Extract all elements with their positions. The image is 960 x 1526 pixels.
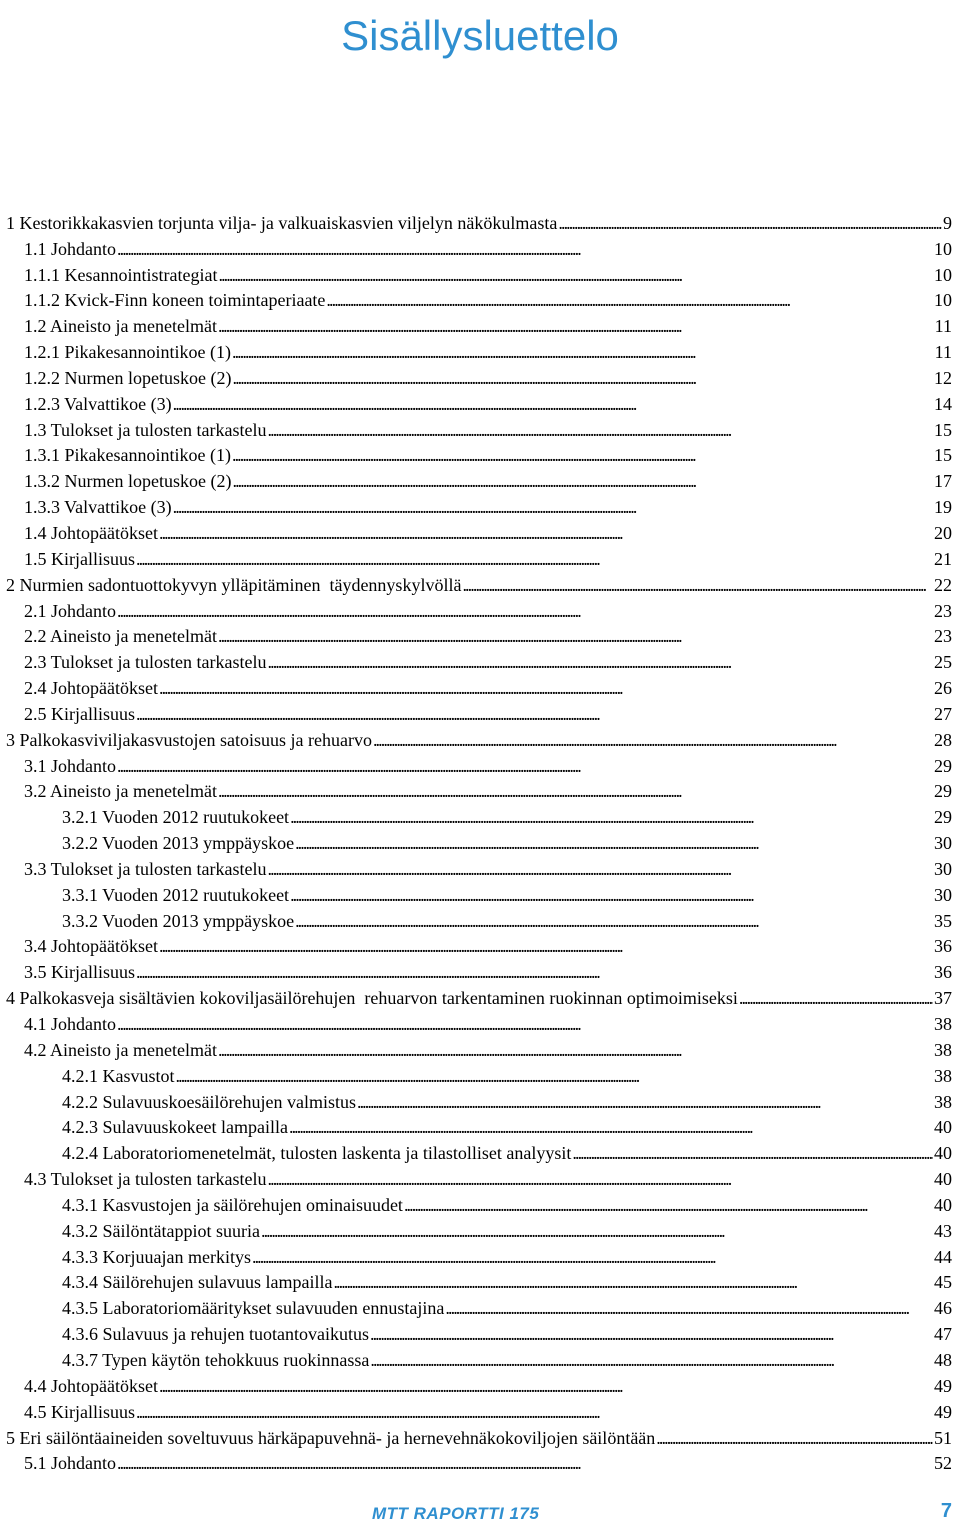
toc-entry-page: 40 xyxy=(934,1117,952,1138)
toc-leader-dots xyxy=(218,625,933,647)
toc-leader-dots xyxy=(218,780,933,802)
toc-leader-dots xyxy=(136,1401,933,1423)
toc-leader-dots xyxy=(370,1349,933,1371)
toc-entry-page: 37 xyxy=(934,988,952,1009)
toc-entry-page: 52 xyxy=(934,1453,952,1474)
toc-leader-dots xyxy=(176,1065,934,1087)
toc-entry-page: 15 xyxy=(934,419,952,440)
toc-entry-label: 1.3.3 Valvattikoe (3) xyxy=(24,497,172,518)
toc-leader-dots xyxy=(558,212,942,234)
toc-entry-page: 20 xyxy=(934,522,952,543)
toc-entry-label: 3.4 Johtopäätökset xyxy=(24,936,158,957)
toc-entry-page: 36 xyxy=(934,962,952,983)
toc-entry-label: 4.3.1 Kasvustojen ja säilörehujen ominaisuudet xyxy=(62,1194,403,1215)
toc-entry-label: 1.2.2 Nurmen lopetuskoe (2) xyxy=(24,367,232,388)
toc-leader-dots xyxy=(252,1246,933,1268)
toc-leader-dots xyxy=(572,1142,933,1164)
toc-entry-page: 26 xyxy=(934,678,952,699)
toc-leader-dots xyxy=(357,1091,933,1113)
toc-entry-label: 1.1.2 Kvick-Finn koneen toimintaperiaate xyxy=(24,290,326,311)
toc-entry-label: 4.3.4 Säilörehujen sulavuus lampailla xyxy=(62,1272,333,1293)
toc-entry-label: 3.3 Tulokset ja tulosten tarkastelu xyxy=(24,858,267,879)
toc-leader-dots xyxy=(462,574,933,596)
toc-entry-label: 3.3.1 Vuoden 2012 ruutukokeet xyxy=(62,884,290,905)
toc-leader-dots xyxy=(232,341,934,363)
toc-entry-label: 1.2.3 Valvattikoe (3) xyxy=(24,393,172,414)
toc-entry-page: 9 xyxy=(943,212,952,233)
toc-entry[interactable] xyxy=(0,983,960,1009)
toc-entry-label: 4.1 Johdanto xyxy=(24,1014,116,1034)
toc-entry-page: 15 xyxy=(934,445,952,466)
toc-leader-dots xyxy=(136,548,933,570)
toc-leader-dots xyxy=(159,935,933,957)
toc-entry[interactable] xyxy=(0,880,960,906)
toc-entry[interactable] xyxy=(0,1035,960,1061)
toc-leader-dots xyxy=(232,444,933,466)
toc-leader-dots xyxy=(373,729,933,751)
toc-entry-label: 4.4 Johtopäätökset xyxy=(24,1375,158,1396)
toc-leader-dots xyxy=(117,755,933,777)
toc-entry-page: 19 xyxy=(934,497,952,518)
toc-entry-page: 21 xyxy=(934,548,952,569)
toc-entry-label: 2.5 Kirjallisuus xyxy=(24,703,135,724)
toc-entry-label: 4.2.4 Laboratoriomenetelmät, tulosten laskenta ja tilastolliset analyysit xyxy=(62,1143,572,1164)
toc-entry[interactable] xyxy=(0,854,960,880)
toc-entry[interactable] xyxy=(0,1423,960,1449)
toc-leader-dots xyxy=(295,910,933,932)
toc-entry[interactable] xyxy=(0,286,960,312)
toc-entry-label: 3 Palkokasviviljakasvustojen satoisuus ja rehuarvo xyxy=(6,729,372,750)
toc-entry[interactable] xyxy=(0,363,960,389)
toc-entry[interactable] xyxy=(0,1449,960,1475)
toc-entry-label: 4.2.2 Sulavuuskoesäilörehujen valmistus xyxy=(62,1091,356,1112)
toc-entry-page: 38 xyxy=(934,1091,952,1112)
toc-leader-dots xyxy=(218,264,933,286)
toc-entry-label: 2.1 Johdanto xyxy=(24,600,116,621)
toc-entry-label: 1.2.1 Pikakesannointikoe (1) xyxy=(24,342,231,363)
toc-leader-dots xyxy=(404,1194,933,1216)
toc-entry-label: 1.1 Johdanto xyxy=(24,238,116,259)
toc-entry-page: 49 xyxy=(934,1401,952,1422)
toc-entry-page: 22 xyxy=(934,574,952,595)
toc-entry[interactable] xyxy=(0,1319,960,1345)
toc-leader-dots xyxy=(268,419,934,441)
toc-leader-dots xyxy=(136,961,933,983)
toc-entry[interactable] xyxy=(0,622,960,648)
toc-leader-dots xyxy=(159,522,933,544)
toc-entry-label: 4.2.3 Sulavuuskokeet lampailla xyxy=(62,1117,288,1138)
toc-leader-dots xyxy=(117,238,933,260)
toc-leader-dots xyxy=(232,470,933,492)
toc-entry-page: 40 xyxy=(934,1143,952,1164)
toc-leader-dots xyxy=(232,367,933,389)
toc-entry-label: 3.5 Kirjallisuus xyxy=(24,962,135,983)
toc-entry[interactable] xyxy=(0,1138,960,1164)
toc-entry-label: 1.2 Aineisto ja menetelmät xyxy=(24,316,217,337)
toc-entry-label: 4.3.3 Korjuuajan merkitys xyxy=(62,1246,251,1267)
toc-leader-dots xyxy=(218,315,934,337)
toc-entry-label: 1.5 Kirjallisuus xyxy=(24,548,135,569)
toc-leader-dots xyxy=(739,987,933,1009)
toc-entry[interactable] xyxy=(0,492,960,518)
toc-entry-page: 49 xyxy=(934,1375,952,1396)
toc-entry[interactable] xyxy=(0,1345,960,1371)
toc-leader-dots xyxy=(295,832,933,854)
toc-entry-label: 5.1 Johdanto xyxy=(24,1453,116,1474)
footer-brand: MTT RAPORTTI 175 xyxy=(372,1504,540,1523)
toc-leader-dots xyxy=(268,858,934,880)
toc-entry-page: 29 xyxy=(934,781,952,802)
toc-leader-dots xyxy=(117,1013,933,1035)
toc-entry[interactable] xyxy=(0,466,960,492)
toc-leader-dots xyxy=(173,496,933,518)
toc-entry-page: 46 xyxy=(934,1298,952,1319)
toc-entry-page: 47 xyxy=(934,1324,952,1345)
page-title: Sisällysluettelo xyxy=(341,12,619,59)
toc-entry-label: 1.3.1 Pikakesannointikoe (1) xyxy=(24,445,231,466)
toc-leader-dots xyxy=(117,1452,933,1474)
toc-entry-page: 10 xyxy=(934,264,952,285)
toc-entry-page: 29 xyxy=(934,807,952,828)
toc-entry[interactable] xyxy=(0,1113,960,1139)
toc-entry[interactable] xyxy=(0,751,960,777)
toc-entry[interactable] xyxy=(0,518,960,544)
toc-leader-dots xyxy=(268,1168,934,1190)
toc-leader-dots xyxy=(173,393,933,415)
toc-entry-label: 1.3.2 Nurmen lopetuskoe (2) xyxy=(24,471,232,492)
toc-leader-dots xyxy=(261,1220,933,1242)
toc-entry[interactable] xyxy=(0,906,960,932)
toc-entry-label: 4.2.1 Kasvustot xyxy=(62,1065,175,1086)
toc-leader-dots xyxy=(290,884,933,906)
toc-entry-page: 44 xyxy=(934,1246,952,1267)
toc-entry-label: 4.3.5 Laboratoriomääritykset sulavuuden ennustajina xyxy=(62,1298,445,1319)
toc-leader-dots xyxy=(159,677,933,699)
toc-entry-label: 2.2 Aineisto ja menetelmät xyxy=(24,626,217,647)
toc-entry-page: 11 xyxy=(934,342,952,363)
toc-entry-page: 12 xyxy=(934,367,952,388)
toc-entry[interactable] xyxy=(0,544,960,570)
toc-entry-page: 10 xyxy=(934,290,952,311)
toc-entry[interactable] xyxy=(0,673,960,699)
toc-entry-page: 30 xyxy=(934,884,952,905)
toc-entry[interactable] xyxy=(0,1397,960,1423)
toc-entry-page: 43 xyxy=(934,1220,952,1241)
toc-entry[interactable] xyxy=(0,311,960,337)
toc-entry[interactable] xyxy=(0,570,960,596)
toc-entry-page: 38 xyxy=(934,1065,952,1086)
toc-entry-label: 2.3 Tulokset ja tulosten tarkastelu xyxy=(24,652,267,673)
toc-entry[interactable] xyxy=(0,596,960,622)
toc-entry[interactable] xyxy=(0,1371,960,1397)
toc-entry[interactable] xyxy=(0,1164,960,1190)
toc-entry[interactable] xyxy=(0,260,960,286)
toc-entry-label: 3.2.1 Vuoden 2012 ruutukokeet xyxy=(62,807,290,828)
toc-entry-page: 25 xyxy=(934,652,952,673)
toc-leader-dots xyxy=(289,1116,933,1138)
toc-entry[interactable] xyxy=(0,1190,960,1216)
toc-entry-label: 4.3.7 Typen käytön tehokkuus ruokinnassa xyxy=(62,1349,370,1370)
toc-leader-dots xyxy=(136,703,933,725)
toc-entry[interactable] xyxy=(0,957,960,983)
toc-leader-dots xyxy=(333,1271,933,1293)
toc-entry-page: 51 xyxy=(934,1427,952,1448)
toc-entry[interactable] xyxy=(0,932,960,958)
toc-entry-page: 11 xyxy=(934,316,952,337)
toc-leader-dots xyxy=(370,1323,933,1345)
toc-entry-label: 2.4 Johtopäätökset xyxy=(24,678,158,699)
toc-entry-label: 4.5 Kirjallisuus xyxy=(24,1401,135,1422)
toc-leader-dots xyxy=(290,806,933,828)
toc-entry-page: 23 xyxy=(934,626,952,647)
toc-entry-page: 38 xyxy=(934,1014,952,1034)
toc-entry-label: 1 Kestorikkakasvien torjunta vilja- ja valkuaiskasvien viljelyn näkökulmasta xyxy=(6,212,558,233)
toc-entry-page: 48 xyxy=(934,1349,952,1370)
toc-entry-label: 4.3.6 Sulavuus ja rehujen tuotantovaikutus xyxy=(62,1324,369,1345)
toc-entry[interactable] xyxy=(0,441,960,467)
toc-entry-label: 3.1 Johdanto xyxy=(24,755,116,776)
toc-entry[interactable] xyxy=(0,1087,960,1113)
toc-leader-dots xyxy=(218,1039,933,1061)
toc-entry[interactable] xyxy=(0,699,960,725)
toc-entry[interactable] xyxy=(0,1268,960,1294)
toc-entry-label: 4.2 Aineisto ja menetelmät xyxy=(24,1039,217,1060)
toc-leader-dots xyxy=(268,651,934,673)
toc-entry-page: 10 xyxy=(934,238,952,259)
toc-entry[interactable] xyxy=(0,1061,960,1087)
toc-entry[interactable] xyxy=(0,234,960,260)
toc-entry[interactable] xyxy=(0,389,960,415)
toc-entry[interactable] xyxy=(0,208,960,234)
toc-entry-label: 4.3.2 Säilöntätappiot suuria xyxy=(62,1220,260,1241)
footer-page-number: 7 xyxy=(940,1500,952,1522)
toc-entry-page: 45 xyxy=(934,1272,952,1293)
toc-leader-dots xyxy=(445,1297,933,1319)
toc-entry[interactable] xyxy=(0,337,960,363)
toc-entry-page: 30 xyxy=(934,833,952,854)
toc-entry-label: 4.3 Tulokset ja tulosten tarkastelu xyxy=(24,1169,267,1190)
toc-entry[interactable] xyxy=(0,1009,960,1035)
toc-entry[interactable] xyxy=(0,1216,960,1242)
toc-entry[interactable] xyxy=(0,777,960,803)
toc-leader-dots xyxy=(159,1375,933,1397)
toc-entry-page: 38 xyxy=(934,1039,952,1060)
toc-entry[interactable] xyxy=(0,1242,960,1268)
toc-entry-page: 23 xyxy=(934,600,952,621)
toc-entry[interactable] xyxy=(0,725,960,751)
toc-entry-label: 1.3 Tulokset ja tulosten tarkastelu xyxy=(24,419,267,440)
toc-entry-page: 27 xyxy=(934,703,952,724)
toc-entry[interactable] xyxy=(0,1293,960,1319)
toc-leader-dots xyxy=(326,289,933,311)
toc-entry-page: 36 xyxy=(934,936,952,957)
toc-entry[interactable] xyxy=(0,802,960,828)
toc-leader-dots xyxy=(656,1427,933,1449)
toc-entry-page: 28 xyxy=(934,729,952,750)
toc-entry[interactable] xyxy=(0,647,960,673)
toc-entry-label: 5 Eri säilöntäaineiden soveltuvuus härkäpapuvehnä- ja hernevehnäkokoviljojen säilöntään xyxy=(6,1427,656,1448)
table-of-contents xyxy=(0,208,960,1474)
toc-leader-dots xyxy=(117,600,933,622)
toc-entry-label: 3.2.2 Vuoden 2013 ymppäyskoe xyxy=(62,833,295,854)
toc-entry-page: 35 xyxy=(934,910,952,931)
toc-entry-label: 3.2 Aineisto ja menetelmät xyxy=(24,781,217,802)
toc-entry[interactable] xyxy=(0,415,960,441)
toc-entry-label: 1.1.1 Kesannointistrategiat xyxy=(24,264,218,285)
toc-entry-page: 29 xyxy=(934,755,952,776)
toc-entry-page: 17 xyxy=(934,471,952,492)
toc-entry-label: 4 Palkokasveja sisältävien kokoviljasäilörehujen rehuarvon tarkentaminen ruokinnan optimoimiseksi xyxy=(6,988,738,1009)
toc-entry-label: 3.3.2 Vuoden 2013 ymppäyskoe xyxy=(62,910,295,931)
toc-entry-page: 40 xyxy=(934,1194,952,1215)
toc-entry[interactable] xyxy=(0,828,960,854)
toc-entry-label: 2 Nurmien sadontuottokyvyn ylläpitäminen täydennyskylvöllä xyxy=(6,574,462,595)
toc-entry-page: 14 xyxy=(934,393,952,414)
toc-entry-page: 30 xyxy=(934,858,952,879)
toc-entry-label: 1.4 Johtopäätökset xyxy=(24,522,158,543)
toc-entry-page: 40 xyxy=(934,1169,952,1190)
